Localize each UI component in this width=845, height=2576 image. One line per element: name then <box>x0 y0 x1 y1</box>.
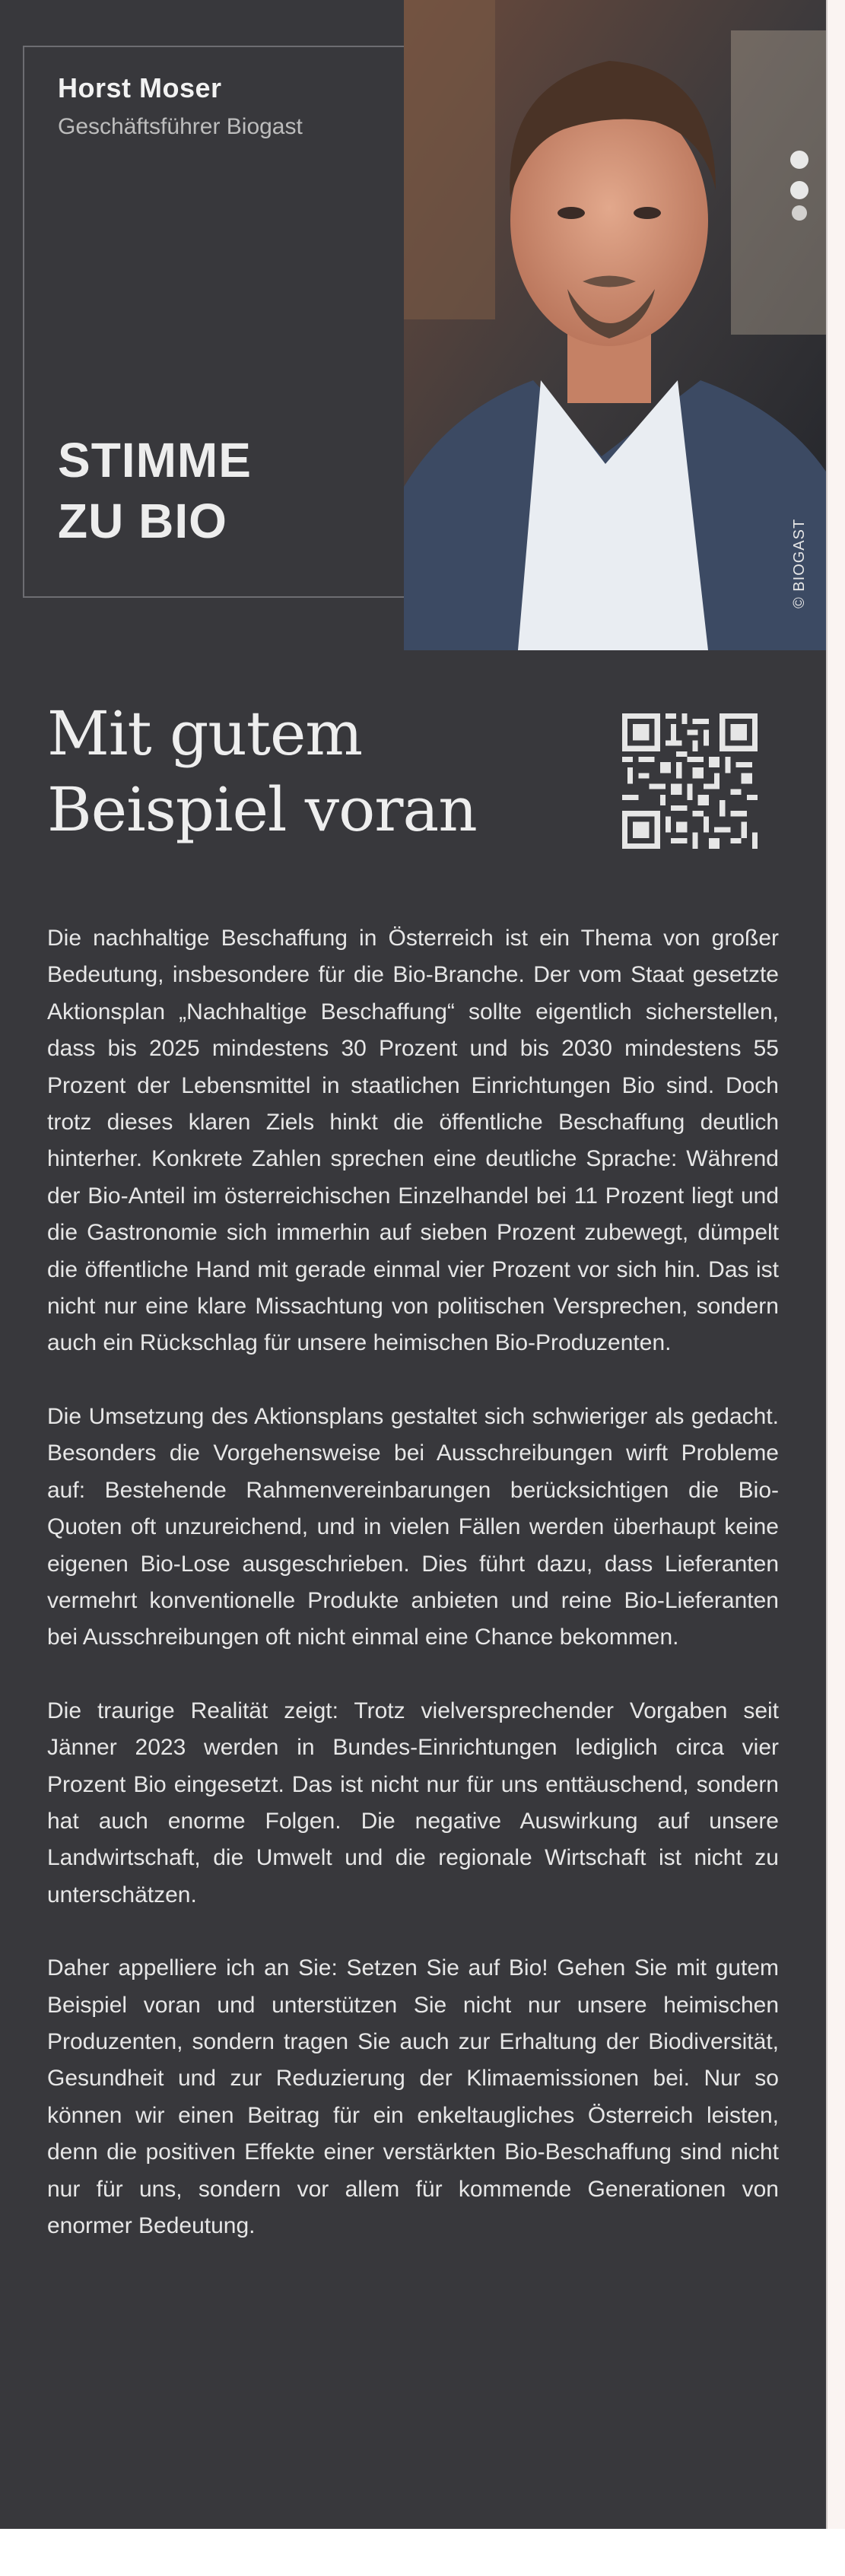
paragraph-2: Die Umsetzung des Aktionsplans gestaltet sich schwieriger als gedacht. Besonders die Vorgehensweise bei Ausschreibungen wirft Probleme auf: Bestehende Rahmenvereinbarungen berücksichtigen die Bio-Quoten oft unzureichend, und in vielen Fällen werden überhaupt keine eigenen Bio-Lose ausgeschrieben. Dies führt dazu, dass Lieferanten vermehrt konventionelle Produkte anbieten und reine Bio-Lieferanten bei Ausschreibungen oft nicht einmal eine Chance bekommen. <box>47 1403 779 1650</box>
qr-code-icon[interactable] <box>622 713 758 849</box>
photo-credit: © BIOGAST <box>791 518 808 608</box>
page-bottom-margin <box>0 2529 845 2576</box>
portrait-photo <box>404 0 826 650</box>
column-title-line-1: STIMME <box>58 433 252 488</box>
paragraph-4: Daher appelliere ich an Sie: Setzen Sie auf Bio! Gehen Sie mit gutem Beispiel voran und unterstützen Sie nicht nur unsere heimischen Produzenten, sondern tragen Sie auch zur Erhaltung der Biodiversität, Gesundheit und zur Reduzierung der Klimaemissionen bei. Nur so können wir einen Beitrag für ein enkeltaugliches Österreich leisten, denn die positiven Effekte einer verstärkten Bio-Beschaffung sind nicht nur für uns, sondern vor allem für kommende Generationen von enormer Bedeutung. <box>47 1955 779 2238</box>
page-edge-strip <box>826 0 845 2576</box>
author-role: Geschäftsführer Biogast <box>58 114 303 139</box>
portrait-illustration <box>404 0 826 650</box>
column-title <box>58 430 377 551</box>
headline <box>47 696 595 848</box>
headline-line-2: Beispiel voran <box>47 774 477 845</box>
headline-line-1: Mit gutem <box>47 698 363 769</box>
author-name: Horst Moser <box>58 72 222 103</box>
article-body <box>47 920 779 2281</box>
paragraph-3: Die traurige Realität zeigt: Trotz vielversprechender Vorgaben seit Jänner 2023 werden in Bundes-Einrichtungen lediglich circa vier Prozent Bio eingesetzt. Das ist nicht nur für uns enttäuschend, sondern hat auch enorme Folgen. Die negative Auswirkung auf unsere Landwirtschaft, die Umwelt und die regionale Wirtschaft ist nicht zu unterschätzen. <box>47 1698 779 1907</box>
paragraph-1: Die nachhaltige Beschaffung in Österreich ist ein Thema von großer Bedeutung, insbesondere für die Bio-Branche. Der vom Staat gesetzte Aktionsplan „Nachhaltige Beschaffung“ sollte eigentlich sicherstellen, dass bis 2025 mindestens 30 Prozent und bis 2030 mindestens 55 Prozent der Lebensmittel in staatlichen Einrichtungen Bio sind. Doch trotz dieses klaren Ziels hinkt die öffentliche Beschaffung deutlich hinterher. Konkrete Zahlen sprechen eine deutliche Sprache: Während der Bio-Anteil im österreichischen Einzelhandel bei 11 Prozent liegt und die Gastronomie sich immerhin auf sieben Prozent zubewegt, dümpelt die öffentliche Hand mit gerade einmal vier Prozent vor sich hin. Das ist nicht nur eine klare Missachtung von politischen Versprechen, sondern auch ein Rückschlag für unsere heimischen Bio-Produzenten. <box>47 926 779 1356</box>
column-title-line-2: ZU BIO <box>58 494 227 548</box>
